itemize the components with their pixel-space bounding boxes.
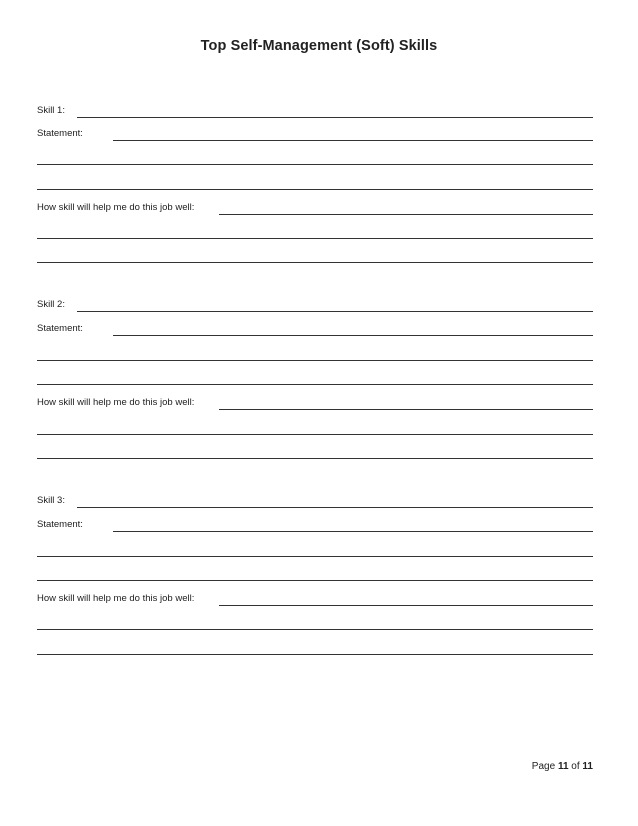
help-1-field[interactable] xyxy=(219,214,593,215)
help-3-label: How skill will help me do this job well: xyxy=(37,593,195,604)
statement-3-field-2[interactable] xyxy=(37,556,593,557)
help-3-field-3[interactable] xyxy=(37,654,593,655)
statement-1-row xyxy=(37,128,593,141)
statement-3-field[interactable] xyxy=(113,531,593,532)
statement-2-label: Statement: xyxy=(37,323,83,334)
statement-1-label: Statement: xyxy=(37,128,83,139)
statement-3-line-3 xyxy=(37,568,593,581)
statement-3-field-3[interactable] xyxy=(37,580,593,581)
help-2-field[interactable] xyxy=(219,409,593,410)
statement-2-row xyxy=(37,323,593,336)
help-1-line-2 xyxy=(37,226,593,239)
statement-1-field-3[interactable] xyxy=(37,189,593,190)
help-3-line-2 xyxy=(37,617,593,630)
help-1-row xyxy=(37,202,593,215)
page-current: 11 xyxy=(557,761,569,772)
page-number xyxy=(532,761,593,772)
skill-2-field[interactable] xyxy=(77,311,593,312)
statement-2-field-3[interactable] xyxy=(37,384,593,385)
help-1-field-2[interactable] xyxy=(37,238,593,239)
help-1-line-3 xyxy=(37,250,593,263)
help-2-label: How skill will help me do this job well: xyxy=(37,397,195,408)
statement-2-field-2[interactable] xyxy=(37,360,593,361)
skill-3-row xyxy=(37,495,593,508)
skill-1-field[interactable] xyxy=(77,117,593,118)
help-3-line-3 xyxy=(37,642,593,655)
help-3-row xyxy=(37,593,593,606)
help-2-line-3 xyxy=(37,446,593,459)
skill-3-field[interactable] xyxy=(77,507,593,508)
statement-2-line-2 xyxy=(37,348,593,361)
page-total: 11 xyxy=(582,761,593,772)
help-1-field-3[interactable] xyxy=(37,262,593,263)
statement-2-line-3 xyxy=(37,372,593,385)
of-word: of xyxy=(571,761,580,772)
help-2-field-3[interactable] xyxy=(37,458,593,459)
statement-1-field-2[interactable] xyxy=(37,164,593,165)
help-3-field[interactable] xyxy=(219,605,593,606)
statement-1-line-3 xyxy=(37,177,593,190)
help-1-label: How skill will help me do this job well: xyxy=(37,202,195,213)
skill-1-label: Skill 1: xyxy=(37,105,65,116)
statement-2-field[interactable] xyxy=(113,335,593,336)
statement-1-field[interactable] xyxy=(113,140,593,141)
statement-3-row xyxy=(37,519,593,532)
help-3-field-2[interactable] xyxy=(37,629,593,630)
help-2-field-2[interactable] xyxy=(37,434,593,435)
help-2-line-2 xyxy=(37,422,593,435)
page-title: Top Self-Management (Soft) Skills xyxy=(200,38,438,54)
statement-3-label: Statement: xyxy=(37,519,83,530)
skill-2-row xyxy=(37,299,593,312)
skill-1-row xyxy=(37,105,593,118)
skill-2-label: Skill 2: xyxy=(37,299,65,310)
skill-3-label: Skill 3: xyxy=(37,495,65,506)
page-word: Page xyxy=(531,761,556,772)
statement-3-line-2 xyxy=(37,544,593,557)
statement-1-line-2 xyxy=(37,152,593,165)
help-2-row xyxy=(37,397,593,410)
